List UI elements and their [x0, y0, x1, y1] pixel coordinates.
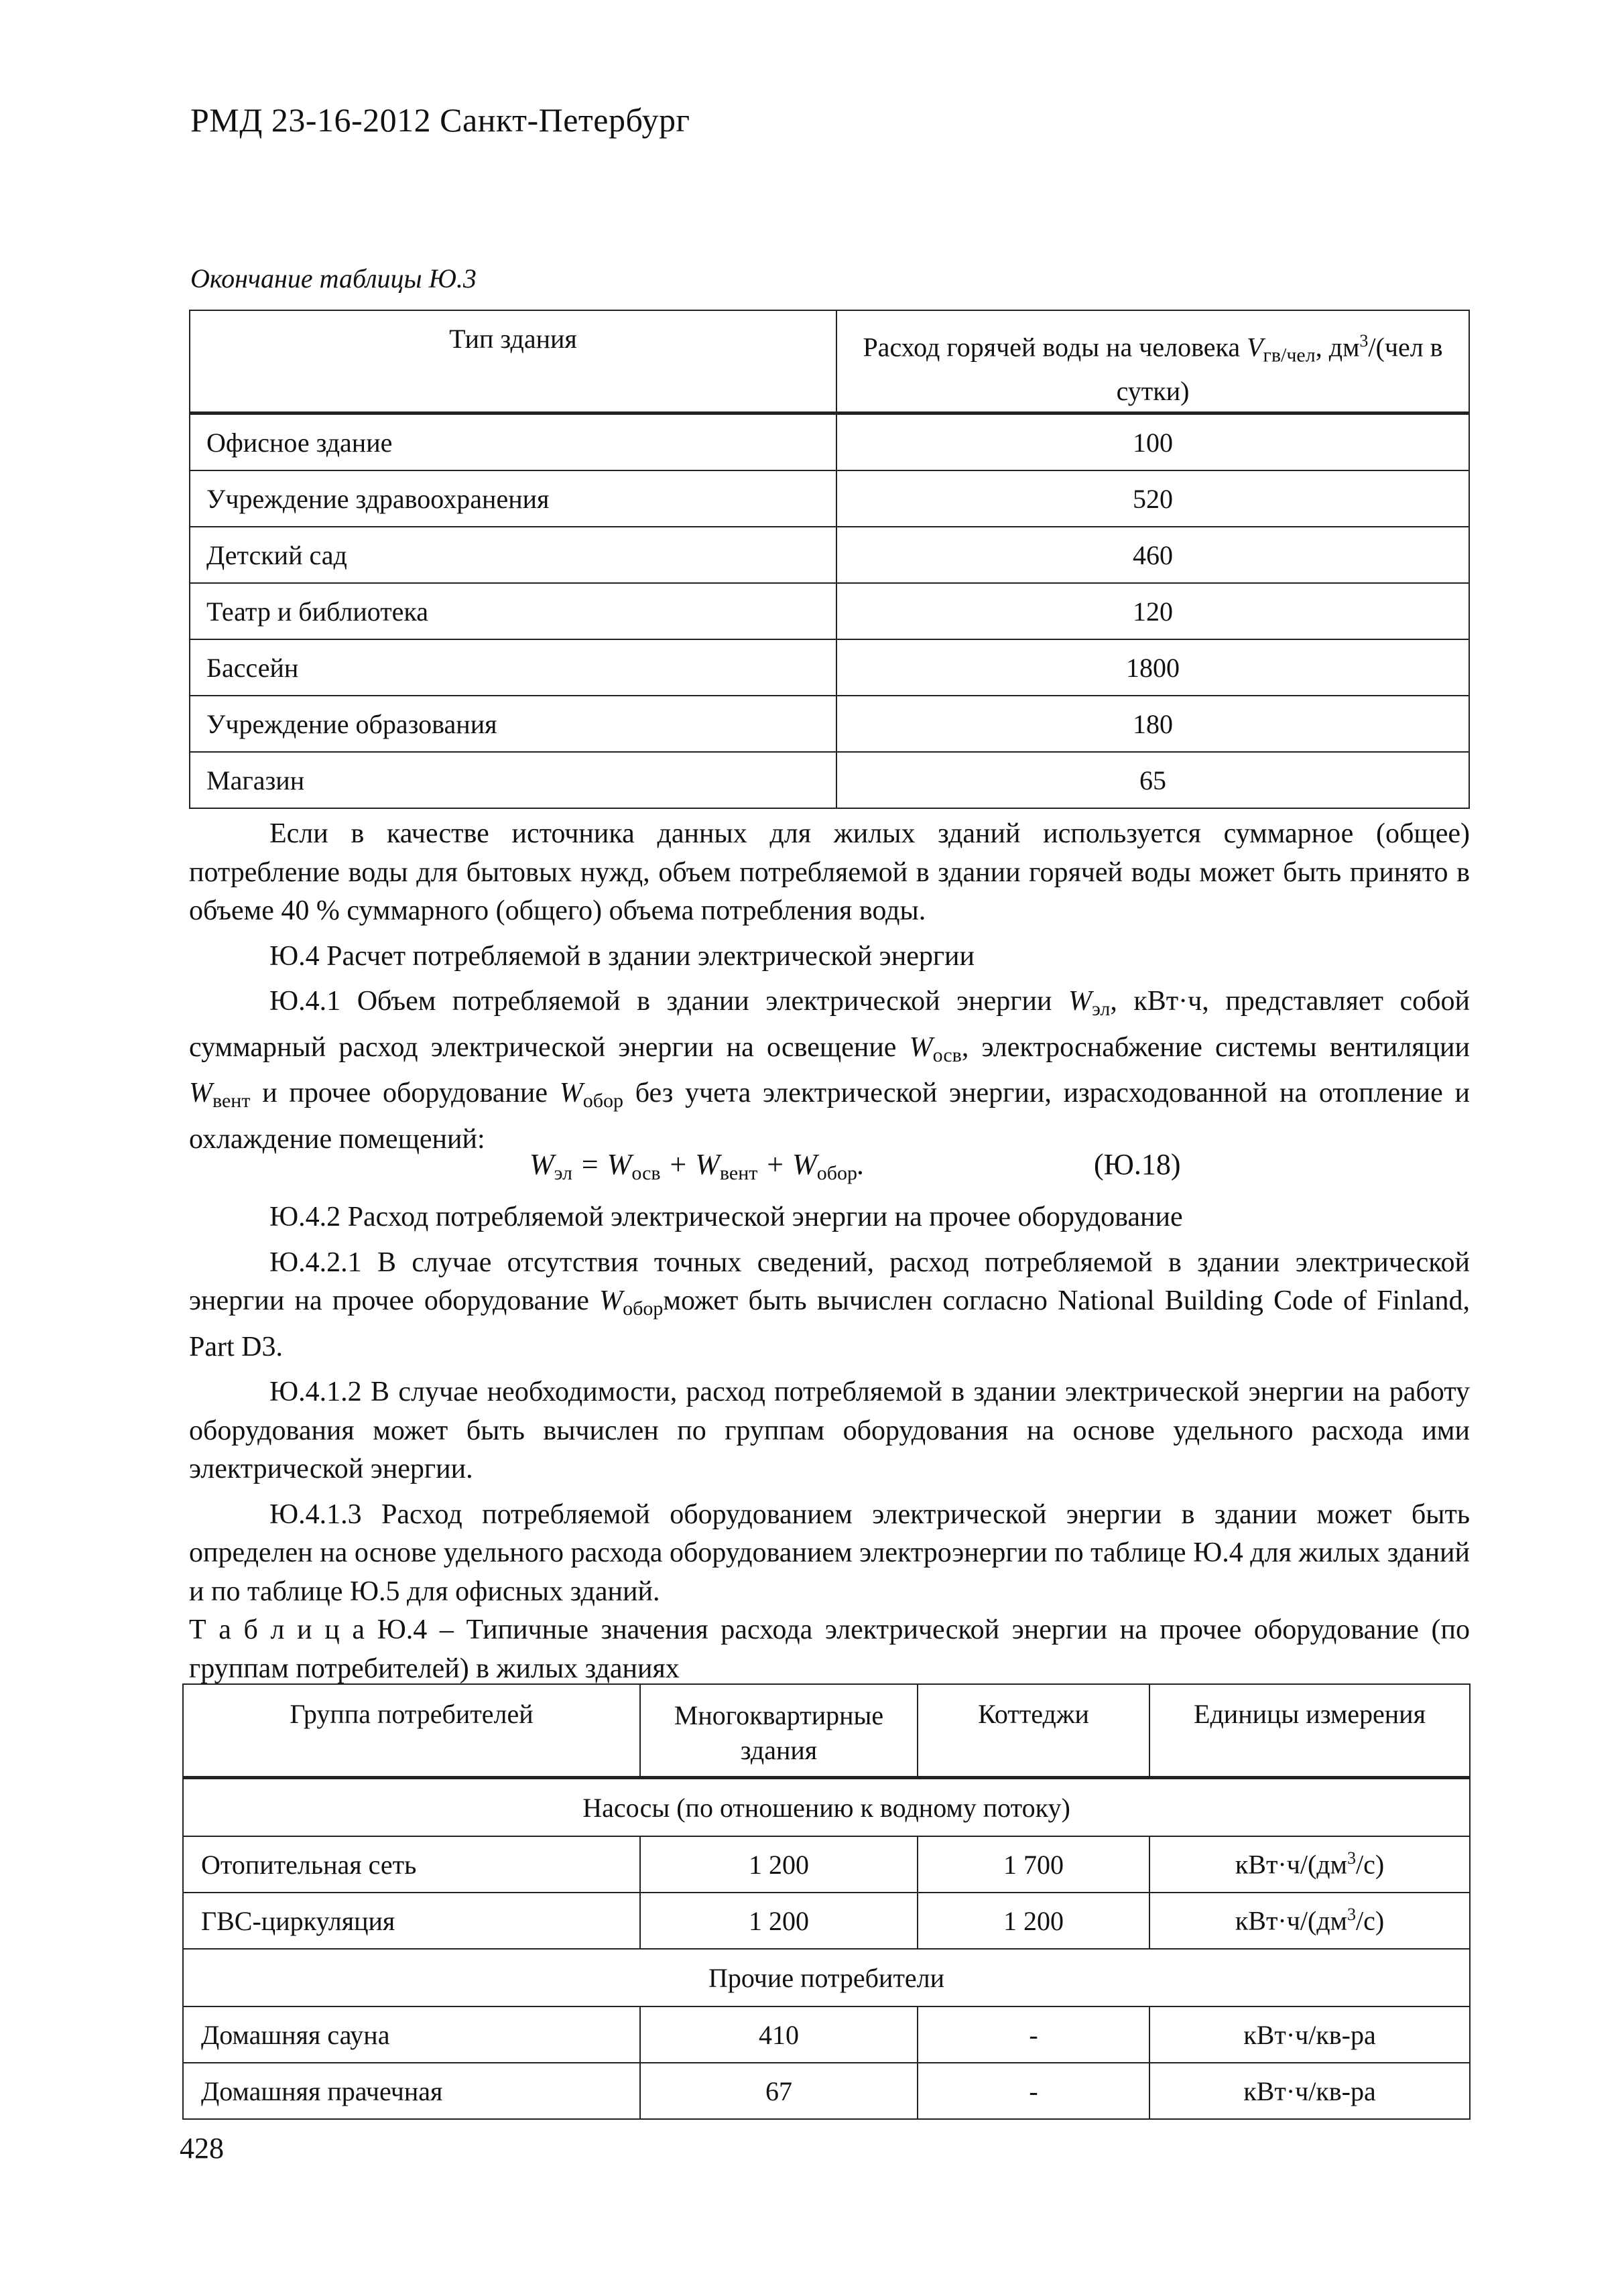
body-text-lower — [189, 1198, 1470, 1688]
apartments-value-cell: 1 200 — [640, 1893, 918, 1949]
consumer-name-cell: ГВС-циркуляция — [183, 1893, 640, 1949]
column-header-consumer-group: Группа потребителей — [183, 1684, 640, 1778]
column-header-consumption: Расход горячей воды на человека $V_{гв/чел}$, $дм^3/(чел$ в сутки) — [836, 310, 1469, 413]
group-row — [183, 1778, 1470, 1837]
consumption-cell: 120 — [836, 583, 1469, 639]
table-title: Т а б л и ц а Ю.4 – Типичные значения расхода электрической энергии на прочее оборудование (по группам потребителей) в жилых зданиях — [189, 1614, 1470, 1684]
table-header-row — [190, 310, 1469, 413]
paragraph: Ю.4.2.1 В случае отсутствия точных сведений, расход потребляемой в здании электрической энергии на прочее оборудование $W_{обор}может$ быть вычислен согласно National Building Code of Finland, Part D3. — [189, 1247, 1470, 1362]
consumption-cell: 1800 — [836, 639, 1469, 696]
table-row — [190, 470, 1469, 527]
column-header-building-type: Тип здания — [190, 310, 836, 413]
consumer-name-cell: Домашняя сауна — [183, 2006, 640, 2063]
building-type-cell: Учреждение образования — [190, 696, 836, 752]
apartments-value-cell: 67 — [640, 2063, 918, 2119]
table-row — [183, 1836, 1470, 1893]
consumption-cell: 460 — [836, 527, 1469, 583]
column-header-cottages: Коттеджи — [918, 1684, 1149, 1778]
paragraph: Если в качестве источника данных для жилых зданий используется суммарное (общее) потребление воды для бытовых нужд, объем потребляемой в здании горячей воды может быть принято в объеме 40 % суммарного (общего) объема потребления воды. — [189, 818, 1470, 926]
hot-water-table — [189, 310, 1470, 809]
section-heading: Ю.4.2 Расход потребляемой электрической энергии на прочее оборудование — [269, 1202, 1183, 1232]
paragraph: Ю.4.1 Объем потребляемой в здании электрической энергии $W_{эл}$, кВт·ч, представляет собой суммарный расход электрической энергии на освещение $W_{осв}$, электроснабжение системы вентиляции $W_{вент}$ и прочее оборудование $W_{обор}$ без учета электрической энергии, израсходованной на отопление и охлаждение помещений: — [189, 986, 1470, 1155]
table-row — [183, 2006, 1470, 2063]
table-row — [183, 2063, 1470, 2119]
unit-cell: кВт·ч/кв-ра — [1149, 2006, 1470, 2063]
cottages-value-cell: 1 700 — [918, 1836, 1149, 1893]
building-type-cell: Магазин — [190, 752, 836, 808]
body-text-upper — [189, 815, 1470, 1159]
group-label: Насосы (по отношению к водному потоку) — [183, 1778, 1470, 1837]
apartments-value-cell: 410 — [640, 2006, 918, 2063]
unit-cell: $кВт\cdot ч/(дм^3/с)$ — [1149, 1893, 1470, 1949]
unit-cell: кВт·ч/кв-ра — [1149, 2063, 1470, 2119]
table-row — [190, 752, 1469, 808]
table-row — [190, 696, 1469, 752]
paragraph: Ю.4.1.2 В случае необходимости, расход потребляемой в здании электрической энергии на работу оборудования может быть вычислен по группам оборудования на основе удельного расхода ими электрической энергии. — [189, 1377, 1470, 1484]
table-row — [190, 527, 1469, 583]
formula-expression: $W_{эл} = W_{осв} + W_{вент} + W_{обор}$. — [529, 1148, 865, 1184]
formula-number: (Ю.18) — [1094, 1148, 1181, 1181]
electric-consumption-table — [182, 1683, 1471, 2120]
section-heading: Ю.4 Расчет потребляемой в здании электрической энергии — [269, 940, 975, 972]
cottages-value-cell: - — [918, 2063, 1149, 2119]
column-header-units: Единицы измерения — [1149, 1684, 1470, 1778]
building-type-cell: Офисное здание — [190, 413, 836, 471]
page-number: 428 — [180, 2132, 224, 2165]
table-row — [190, 583, 1469, 639]
table-header-row — [183, 1684, 1470, 1778]
building-type-cell: Бассейн — [190, 639, 836, 696]
table-caption: Окончание таблицы Ю.3 — [190, 263, 477, 294]
consumer-name-cell: Отопительная сеть — [183, 1836, 640, 1893]
unit-cell: $кВт\cdot ч/(дм^3/с)$ — [1149, 1836, 1470, 1893]
page-header: РМД 23-16-2012 Санкт-Петербург — [190, 101, 690, 139]
table-row — [190, 639, 1469, 696]
building-type-cell: Учреждение здравоохранения — [190, 470, 836, 527]
paragraph: Ю.4.1.3 Расход потребляемой оборудованием электрической энергии в здании может быть определен на основе удельного расхода оборудованием электроэнергии по таблице Ю.4 для жилых зданий и по таблице Ю.5 для офисных зданий. — [189, 1498, 1470, 1607]
cottages-value-cell: - — [918, 2006, 1149, 2063]
building-type-cell: Детский сад — [190, 527, 836, 583]
consumption-cell: 100 — [836, 413, 1469, 471]
table-row — [190, 413, 1469, 471]
group-row — [183, 1949, 1470, 2006]
table-row — [183, 1893, 1470, 1949]
apartments-value-cell: 1 200 — [640, 1836, 918, 1893]
building-type-cell: Театр и библиотека — [190, 583, 836, 639]
consumer-name-cell: Домашняя прачечная — [183, 2063, 640, 2119]
consumption-cell: 520 — [836, 470, 1469, 527]
consumption-cell: 65 — [836, 752, 1469, 808]
group-label: Прочие потребители — [183, 1949, 1470, 2006]
consumption-cell: 180 — [836, 696, 1469, 752]
column-header-apartments: Многоквартирные здания — [640, 1684, 918, 1778]
cottages-value-cell: 1 200 — [918, 1893, 1149, 1949]
